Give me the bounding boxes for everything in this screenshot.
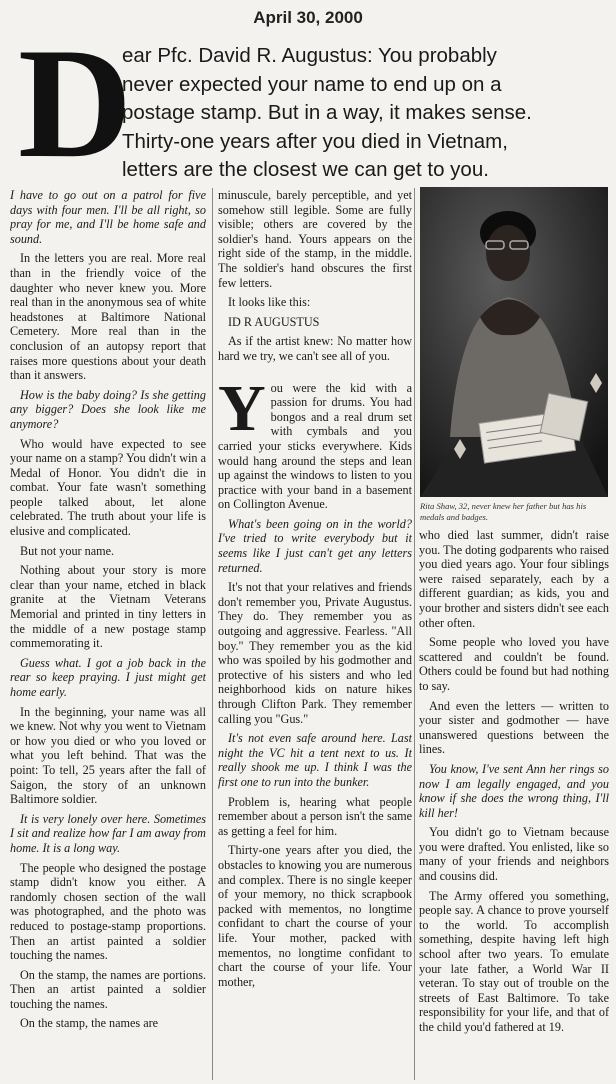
lede-line: ear Pfc. David R. Augustus: You probably	[122, 44, 497, 67]
letter-excerpt: You know, I've sent Ann her rings so now I am legally engaged, and you know if she does the wrong thing, I'll kill her!	[419, 761, 609, 820]
paragraph: On the stamp, the names are portions. Then an artist painted a soldier touching the names.	[10, 967, 206, 1011]
letter-excerpt: Guess what. I got a job back in the rear so keep praying. I just might get home early.	[10, 655, 206, 699]
lede-dropcap: D	[18, 16, 133, 191]
article-column-2	[218, 188, 412, 1078]
paragraph: Thirty-one years after you died, the obstacles to knowing you are numerous and complex. There is no single keeper of your memory, no thick scrapbook packed with mementos, no longtime confidant to chart the course of your life. Your mother, packed with mementos, no longtime confidant to chart the course of your life. Your mother,	[218, 843, 412, 989]
paragraph: Some people who loved you have scattered and couldn't be found. Others could be found but had nothing to say.	[419, 635, 609, 693]
paragraph: But not your name.	[20, 543, 115, 558]
letter-excerpt: I have to go out on a patrol for five days with four men. I'll be all right, so pray for me, and I'll be home safe and sound.	[10, 188, 206, 246]
portrait-photo-illustration	[420, 187, 608, 497]
article-column-3	[419, 528, 609, 1078]
photo-caption: Rita Shaw, 32, never knew her father but has his medals and badges.	[420, 501, 587, 522]
paragraph: The people who designed the postage stamp didn't know you either. A randomly chosen section of the wall was photographed, and the photo was reduced to postage-stamp proportions. Then an artist painted a soldier touching the names.	[10, 860, 206, 963]
letter-excerpt: What's been going on in the world? I've tried to write everybody but it seems like I just can't get any letters returned.	[218, 516, 412, 575]
lede-line: never expected your name to end up on a	[122, 72, 502, 96]
stamp-name-text: ID R AUGUSTUS	[228, 314, 320, 329]
paragraph: who died last summer, didn't raise you. The doting godparents who raised you died years ago. Your four siblings were raised separately, each by a different guardian; as kids, you and your brother and sisters didn't see each other often.	[419, 528, 609, 630]
paragraph: Nothing about your story is more clear than your name, etched in black granite at the Vietnam Veterans Memorial and printed in tiny letters in the middle of a new postage stamp commemorating it.	[10, 563, 206, 651]
paragraph: You didn't go to Vietnam because you were drafted. You enlisted, like so many of your friends and neighbors and cousins did.	[419, 825, 609, 884]
letter-excerpt: It is very lonely over here. Sometimes I sit and realize how far I am away from home. It is a long way.	[10, 811, 206, 855]
lede-line: Thirty-one years after you died in Vietnam,	[122, 129, 508, 153]
lede-line: postage stamp. But in a way, it makes sense.	[122, 101, 532, 124]
lede-line: letters are the closest we can get to you.	[122, 158, 489, 181]
paragraph: In the beginning, your name was all we knew. Not why you went to Vietnam or how you died or who you loved or what you left behind. That was the point: To tell, 25 years after the fall of Saigon, the story of an unknown Baltimore soldier.	[10, 704, 206, 807]
article-column-1	[10, 188, 206, 1078]
column-rule	[414, 188, 415, 1080]
paragraph: minuscule, barely perceptible, and yet somehow still legible. Some are fully visible; others are covered by the soldier's hand. Yours appears on the right side of the stamp, in the middle. The soldier's hand obscures the first few letters.	[218, 188, 412, 290]
paragraph: You were the kid with a passion for drums. You had bongos and a real drum set with cymbals and you carried your sticks everywhere. Kids would hang around the steps and lean up against the windows to listen to you practice with your band in a basement on Collington Avenue.	[218, 371, 412, 512]
paragraph: It's not that your relatives and friends don't remember you, Private Augustus. They do. They remember you as outgoing and aggressive. Fearless. "All boy." They remember you as the kid who was spoiled by his godmother and protective of his sisters and who led neighborhood kids on nature hikes through Clifton Park. They remember calling you "Gus."	[218, 580, 412, 726]
paragraph: And even the letters — written to your sister and godmother — have unanswered questions between the lines.	[419, 698, 609, 757]
paragraph: Problem is, hearing what people remember about a person isn't the same as getting a feel for him.	[218, 794, 412, 838]
paragraph: In the letters you are real. More real than in the friendly voice of the daughter who never knew you. More real than in the anonymous sea of white headstones at Baltimore National Cemetery. More real than in the conclusion of an autopsy report that raises more questions about your death than it answers.	[10, 251, 206, 383]
lede-text	[122, 42, 604, 185]
paragraph: On the stamp, the names are	[20, 1016, 159, 1031]
paragraph: It looks like this:	[228, 295, 311, 310]
letter-excerpt: How is the baby doing? Is she getting any bigger? Does she look like me anymore?	[10, 387, 206, 431]
paragraph: As if the artist knew: No matter how hard we try, we can't see all of you.	[218, 334, 412, 363]
column-rule	[212, 188, 213, 1080]
page-date: April 30, 2000	[253, 8, 363, 27]
letter-excerpt: It's not even safe around here. Last night the VC hit a tent next to us. It really shook me up. I think I was the first one to run into the bunker.	[218, 731, 412, 789]
paragraph: The Army offered you something, people say. A chance to prove yourself to the world. To accomplish something, despite having left high school after two years. To emulate your late father, a World War II veteran. To stay out of trouble on the streets of East Baltimore. To take responsibility for your life, and that of the child you'd fathered at 19.	[419, 888, 609, 1034]
section-dropcap: Y	[218, 371, 266, 445]
paragraph: Who would have expected to see your name on a stamp? You didn't win a Medal of Honor. You didn't die in combat. Your fate wasn't something people talked about, let alone celebrated. The truth about your life is elusive and complicated.	[10, 436, 206, 539]
portrait-photo	[420, 187, 608, 497]
